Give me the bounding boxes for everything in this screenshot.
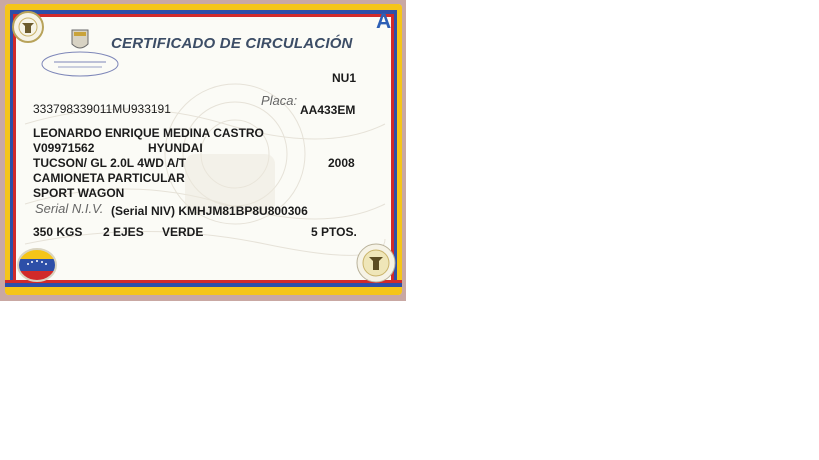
venezuela-flag-badge-icon bbox=[16, 247, 58, 283]
vehicle-seats: 5 PTOS. bbox=[311, 225, 357, 239]
owner-name: LEONARDO ENRIQUE MEDINA CASTRO bbox=[33, 126, 264, 140]
vehicle-axles: 2 EJES bbox=[103, 225, 144, 239]
vehicle-type: CAMIONETA PARTICULAR bbox=[33, 171, 185, 185]
vehicle-circulation-certificate bbox=[0, 0, 406, 301]
certificate-paper bbox=[5, 4, 402, 295]
vehicle-weight: 350 KGS bbox=[33, 225, 83, 239]
serial-label: Serial N.I.V. bbox=[35, 201, 104, 216]
plate-number: AA433EM bbox=[300, 103, 356, 117]
vehicle-year: 2008 bbox=[328, 156, 355, 170]
vehicle-color: VERDE bbox=[162, 225, 204, 239]
owner-id: V09971562 bbox=[33, 141, 95, 155]
coat-of-arms-icon bbox=[38, 24, 120, 80]
serial-niv: (Serial NIV) KMHJM81BP8U800306 bbox=[111, 204, 308, 218]
vehicle-brand: HYUNDAI bbox=[148, 141, 203, 155]
certificate-title: CERTIFICADO DE CIRCULACIÓN bbox=[111, 35, 353, 52]
vehicle-body-style: SPORT WAGON bbox=[33, 186, 125, 200]
license-category-letter: A bbox=[376, 10, 392, 33]
certificate-number: 333798339011MU933191 bbox=[33, 102, 171, 116]
vehicle-class-code: NU1 bbox=[332, 71, 357, 85]
plate-label: Placa: bbox=[261, 93, 298, 108]
vehicle-model: TUCSON/ GL 2.0L 4WD A/T bbox=[33, 156, 187, 170]
ministry-seal-icon bbox=[355, 242, 397, 284]
